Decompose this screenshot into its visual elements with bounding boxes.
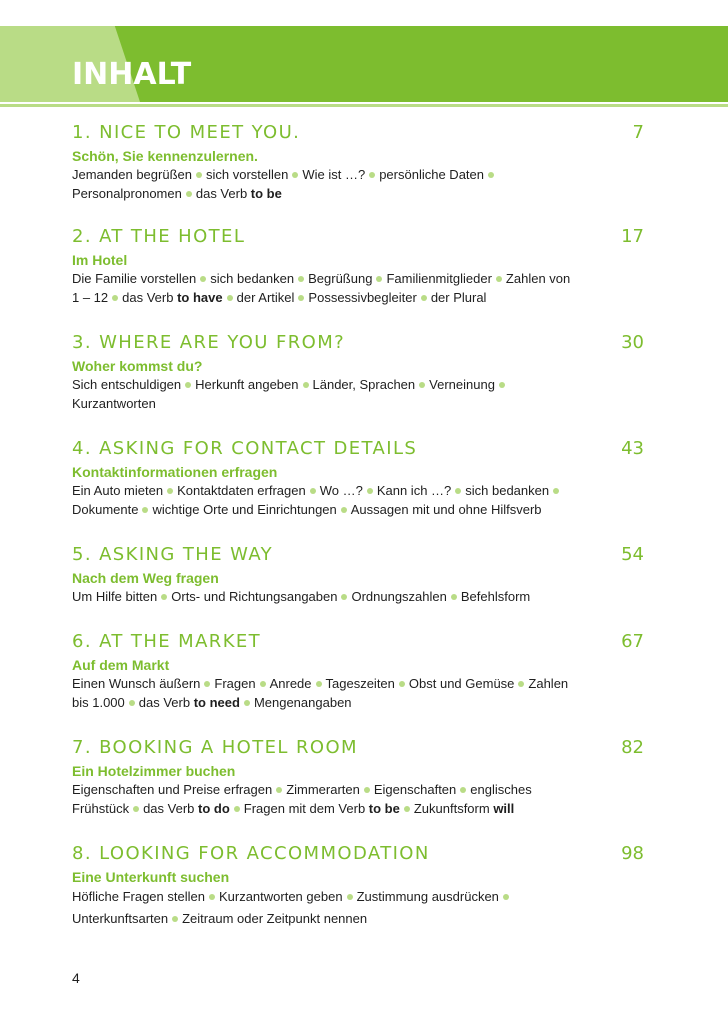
topic-item: Kontaktdaten erfragen	[177, 483, 306, 498]
bullet-dot	[499, 382, 505, 388]
chapter-topics	[72, 375, 572, 413]
chapter-title: 5. ASKING THE WAY	[72, 544, 274, 565]
chapter-topics	[72, 165, 572, 203]
bullet-dot	[172, 916, 178, 922]
topic-item: Dokumente	[72, 502, 139, 517]
topic-item: Eigenschaften	[373, 782, 457, 797]
chapter-subtitle: Woher kommst du?	[72, 358, 203, 374]
bullet-dot	[129, 700, 135, 706]
topic-item: der Plural	[430, 290, 487, 305]
topic-item: das Verb to do	[143, 801, 230, 816]
topic-item: persönliche Daten	[379, 167, 484, 182]
topic-item: Befehlsform	[460, 589, 531, 604]
bullet-dot	[451, 594, 457, 600]
chapter-3[interactable]	[72, 330, 644, 413]
chapter-page-number: 17	[621, 226, 644, 247]
chapter-7[interactable]	[72, 735, 644, 818]
topic-item: wichtige Orte und Einrichtungen	[152, 502, 337, 517]
bullet-dot	[488, 172, 494, 178]
bullet-dot	[133, 806, 139, 812]
topic-item: Ordnungszahlen	[351, 589, 447, 604]
bullet-dot	[460, 787, 466, 793]
topic-item: das Verb to have	[122, 290, 223, 305]
chapter-subtitle: Nach dem Weg fragen	[72, 570, 219, 586]
bullet-dot	[455, 488, 461, 494]
topic-item: Zustimmung ausdrücken	[356, 889, 499, 904]
bullet-dot	[404, 806, 410, 812]
page-number: 4	[72, 970, 80, 986]
topic-item: Orts- und Richtungsangaben	[171, 589, 338, 604]
chapter-title: 3. WHERE ARE YOU FROM?	[72, 332, 346, 353]
chapter-page-number: 43	[621, 438, 644, 459]
chapter-title: 7. BOOKING A HOTEL ROOM	[72, 737, 358, 758]
topic-item: Obst und Gemüse	[408, 676, 515, 691]
chapter-page-number: 54	[621, 544, 644, 565]
topic-item: der Artikel	[236, 290, 295, 305]
chapter-topics	[72, 587, 572, 606]
topic-item: Ein Auto mieten	[72, 483, 164, 498]
topic-item: Wie ist …?	[302, 167, 366, 182]
bullet-dot	[298, 276, 304, 282]
chapter-6[interactable]	[72, 629, 644, 712]
topic-item: sich vorstellen	[205, 167, 289, 182]
bullet-dot	[553, 488, 559, 494]
bullet-dot	[347, 894, 353, 900]
chapter-5[interactable]	[72, 542, 644, 606]
chapter-8[interactable]	[72, 841, 644, 930]
bullet-dot	[310, 488, 316, 494]
chapter-topics	[72, 674, 572, 712]
topic-item: Fragen mit dem Verb to be	[243, 801, 400, 816]
topic-item: Die Familie vorstellen	[72, 271, 197, 286]
bullet-dot	[376, 276, 382, 282]
topic-item: Sich entschuldigen	[72, 377, 182, 392]
topic-item: das Verb to be	[195, 186, 282, 201]
bullet-dot	[161, 594, 167, 600]
bullet-dot	[341, 594, 347, 600]
chapter-2[interactable]	[72, 224, 644, 307]
topic-item: Kurzantworten	[72, 396, 156, 411]
chapter-page-number: 82	[621, 737, 644, 758]
topic-item: Possessivbegleiter	[308, 290, 417, 305]
chapter-title: 2. AT THE HOTEL	[72, 226, 246, 247]
topic-item: Unterkunftsarten	[72, 911, 169, 926]
topic-item: Zahlen bis 1.000	[72, 676, 569, 710]
topic-item: Einen Wunsch äußern	[72, 676, 201, 691]
topic-item: das Verb to need	[138, 695, 240, 710]
chapter-topics	[72, 886, 572, 930]
topic-item: sich bedanken	[465, 483, 550, 498]
bullet-dot	[112, 295, 118, 301]
topic-item: Herkunft angeben	[195, 377, 299, 392]
chapter-4[interactable]	[72, 436, 644, 519]
bullet-dot	[341, 507, 347, 513]
bullet-dot	[204, 681, 210, 687]
chapter-topics	[72, 481, 572, 519]
bullet-dot	[518, 681, 524, 687]
topic-item: Jemanden begrüßen	[72, 167, 192, 182]
bullet-dot	[227, 295, 233, 301]
topic-item: Länder, Sprachen	[312, 377, 416, 392]
chapter-subtitle: Im Hotel	[72, 252, 128, 268]
bullet-dot	[196, 172, 202, 178]
bullet-dot	[364, 787, 370, 793]
topic-item: Begrüßung	[308, 271, 373, 286]
bullet-dot	[142, 507, 148, 513]
topic-item: Eigenschaften und Preise erfragen	[72, 782, 273, 797]
topic-item: Personalpronomen	[72, 186, 182, 201]
topic-item: Zahlen von 1 – 12	[72, 271, 571, 305]
topic-item: Wo …?	[319, 483, 363, 498]
topic-item: Anrede	[269, 676, 312, 691]
chapter-topics	[72, 269, 572, 307]
chapter-page-number: 7	[632, 122, 644, 143]
bullet-dot	[186, 191, 192, 197]
chapter-subtitle: Ein Hotelzimmer buchen	[72, 763, 236, 779]
chapter-title: 8. LOOKING FOR ACCOMMODATION	[72, 843, 430, 864]
topic-item: Zukunftsform will	[413, 801, 515, 816]
topic-item: sich bedanken	[210, 271, 295, 286]
chapter-1[interactable]	[72, 120, 644, 203]
header-banner	[0, 26, 728, 102]
topic-item: Tageszeiten	[325, 676, 395, 691]
topic-item: Kurzantworten geben	[218, 889, 343, 904]
chapter-title: 6. AT THE MARKET	[72, 631, 262, 652]
bullet-dot	[185, 382, 191, 388]
topic-item: englisches Frühstück	[72, 782, 532, 816]
bullet-dot	[234, 806, 240, 812]
topic-item: Familienmitglieder	[386, 271, 492, 286]
topic-item: Aussagen mit und ohne Hilfsverb	[350, 502, 542, 517]
bullet-dot	[298, 295, 304, 301]
topic-item: Höfliche Fragen stellen	[72, 889, 205, 904]
chapter-subtitle: Schön, Sie kennenzulernen.	[72, 148, 258, 164]
topic-item: Mengenangaben	[253, 695, 352, 710]
chapter-subtitle: Eine Unterkunft suchen	[72, 869, 230, 885]
chapter-title: 4. ASKING FOR CONTACT DETAILS	[72, 438, 418, 459]
chapter-page-number: 67	[621, 631, 644, 652]
topic-item: Fragen	[214, 676, 256, 691]
topic-item: Verneinung	[429, 377, 495, 392]
chapter-page-number: 30	[621, 332, 644, 353]
bullet-dot	[496, 276, 502, 282]
header-divider	[0, 104, 728, 107]
chapter-title: 1. NICE TO MEET YOU.	[72, 122, 301, 143]
bullet-dot	[399, 681, 405, 687]
topic-item: Zeitraum oder Zeitpunkt nennen	[182, 911, 368, 926]
chapter-subtitle: Auf dem Markt	[72, 657, 170, 673]
bullet-dot	[167, 488, 173, 494]
bullet-dot	[209, 894, 215, 900]
bullet-dot	[244, 700, 250, 706]
bullet-dot	[419, 382, 425, 388]
bullet-dot	[303, 382, 309, 388]
topic-item: Zimmerarten	[286, 782, 360, 797]
bullet-dot	[276, 787, 282, 793]
bullet-dot	[292, 172, 298, 178]
chapter-subtitle: Kontaktinformationen erfragen	[72, 464, 278, 480]
chapter-topics	[72, 780, 572, 818]
bullet-dot	[421, 295, 427, 301]
topic-item: Um Hilfe bitten	[72, 589, 158, 604]
bullet-dot	[369, 172, 375, 178]
bullet-dot	[367, 488, 373, 494]
page-title: INHALT	[72, 57, 192, 92]
bullet-dot	[260, 681, 266, 687]
topic-item: Kann ich …?	[376, 483, 452, 498]
bullet-dot	[503, 894, 509, 900]
bullet-dot	[200, 276, 206, 282]
bullet-dot	[316, 681, 322, 687]
chapter-page-number: 98	[621, 843, 644, 864]
